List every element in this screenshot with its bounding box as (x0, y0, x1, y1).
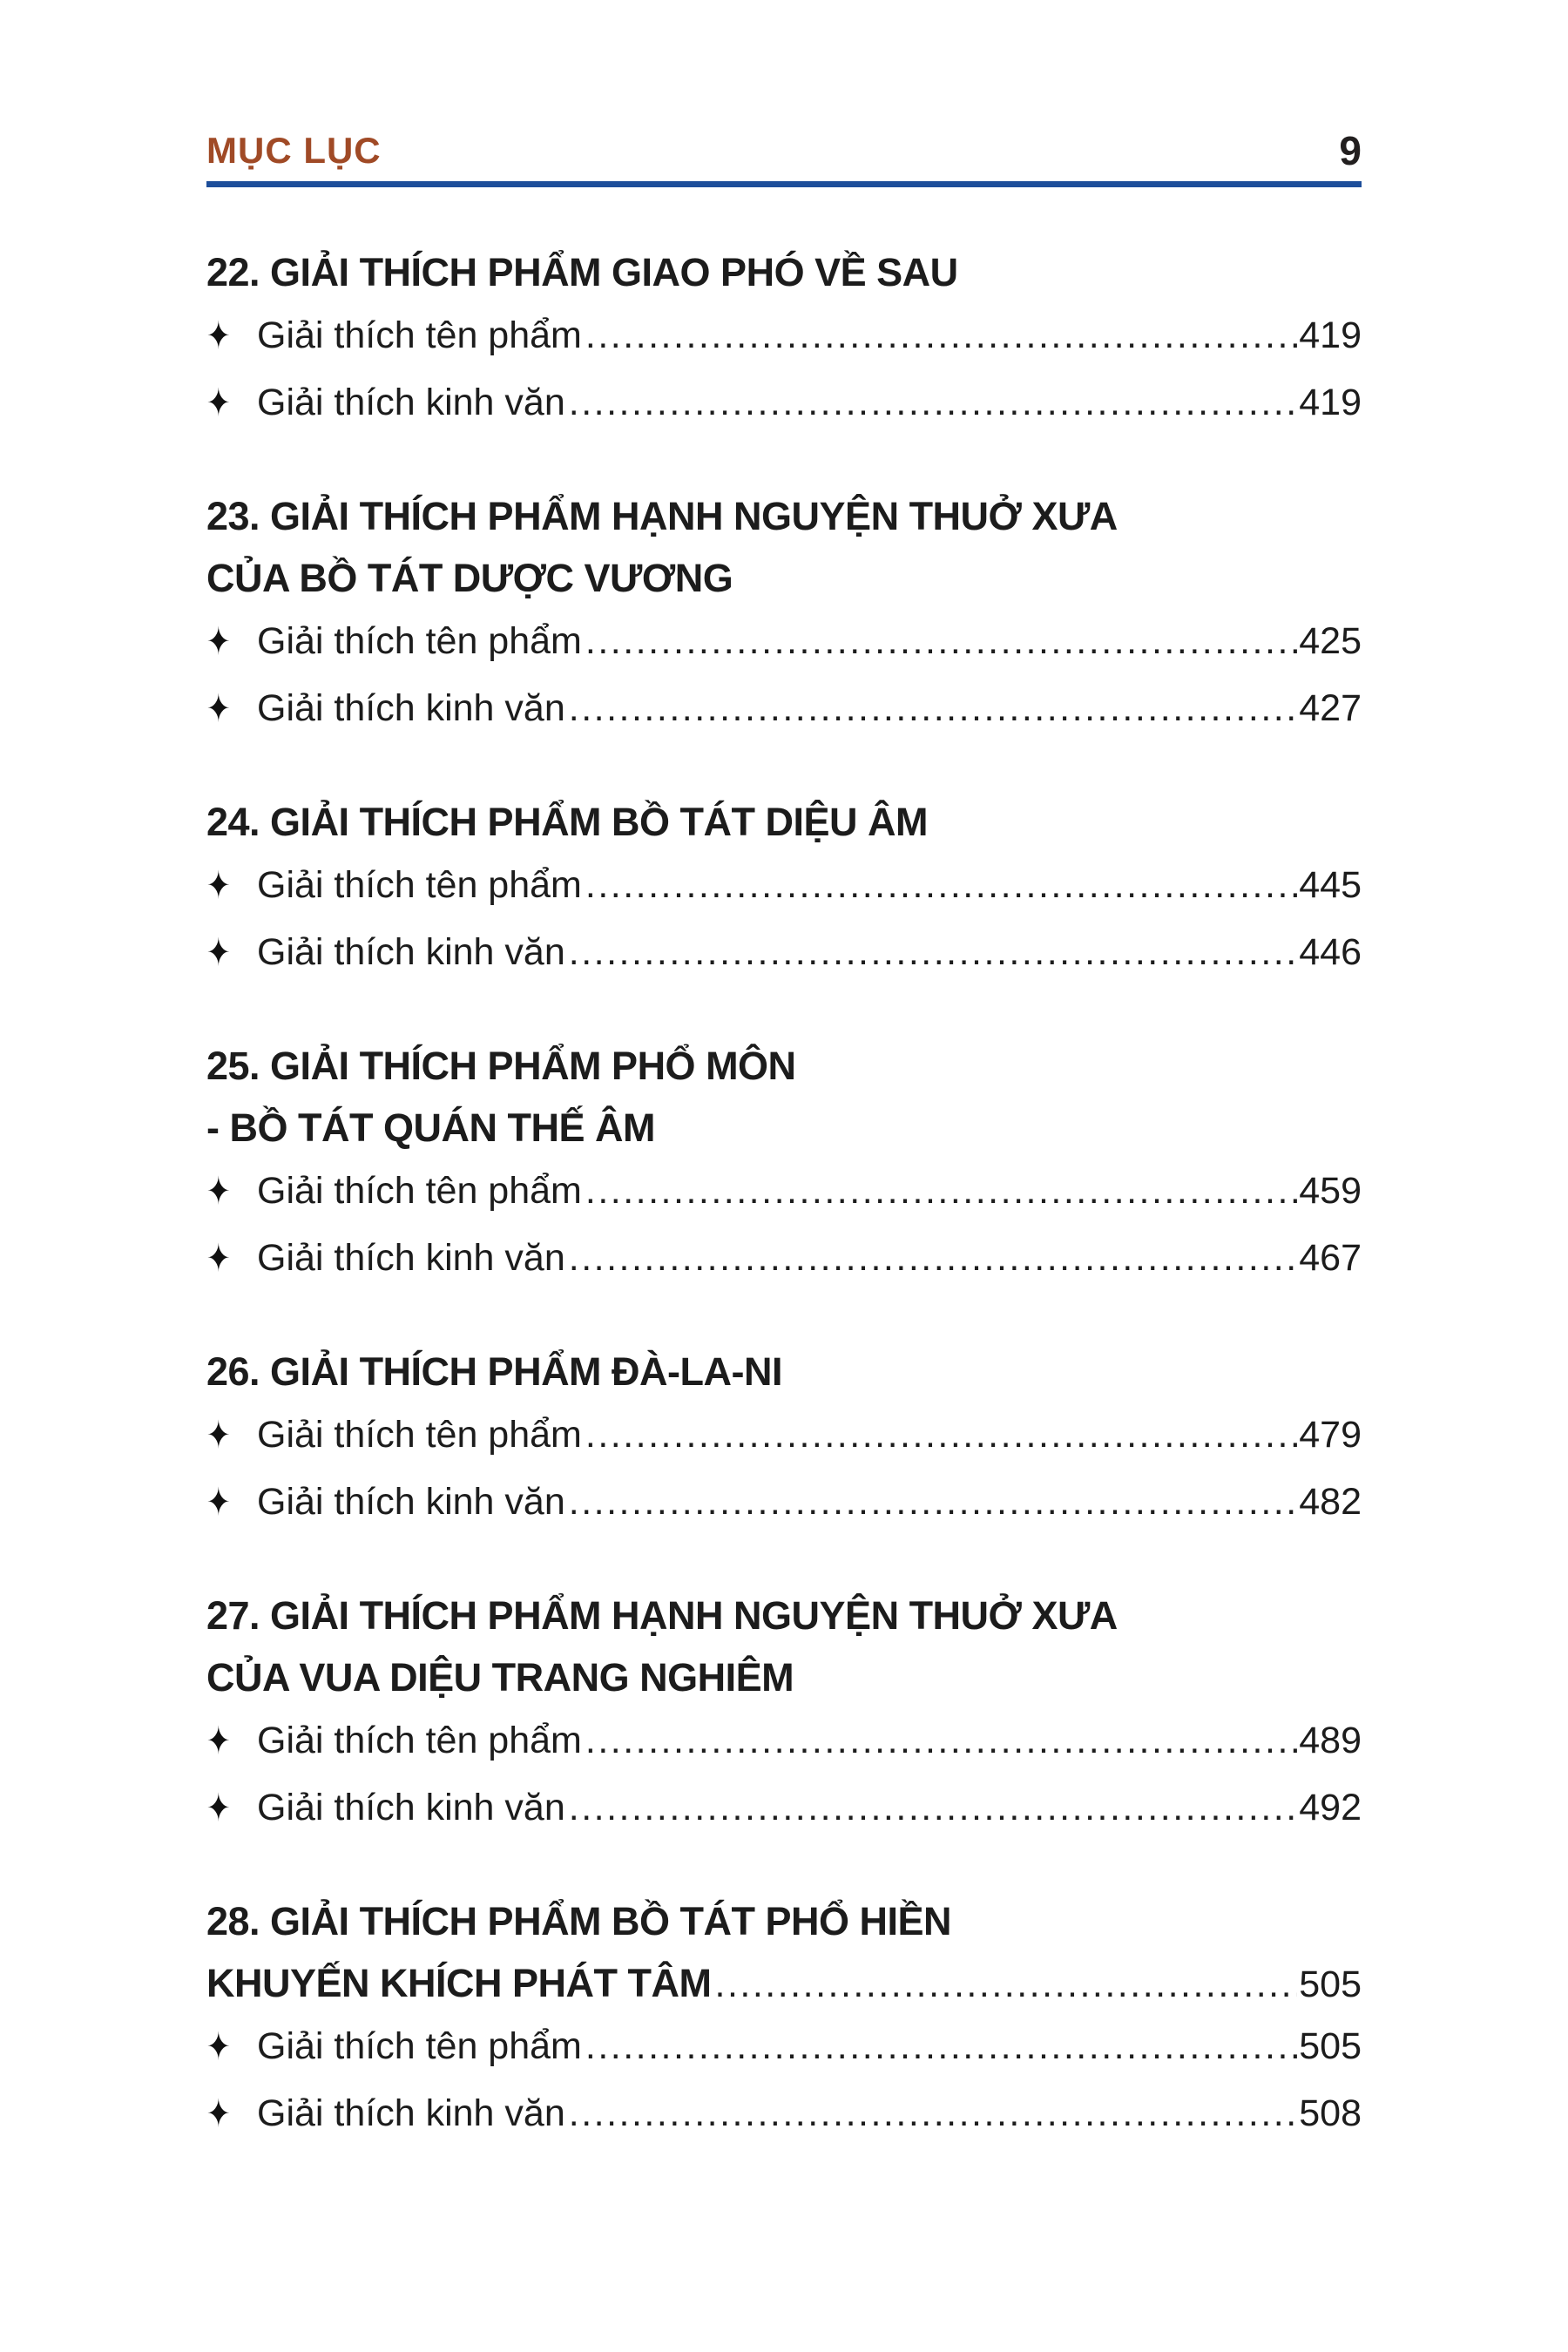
four-pointed-star-glyph: ✦ (206, 2091, 231, 2135)
toc-item-label: Giải thích kinh văn (257, 2092, 565, 2134)
toc-item (206, 609, 1362, 676)
toc-item (206, 1226, 1362, 1293)
four-pointed-star-glyph: ✦ (206, 686, 231, 730)
toc-section (206, 485, 1362, 743)
four-pointed-star-glyph: ✦ (206, 1412, 231, 1456)
toc-item (206, 1159, 1362, 1226)
toc-item-label: Giải thích tên phẩm (257, 620, 582, 662)
toc-section (206, 1341, 1362, 1537)
section-heading-line: 26. GIẢI THÍCH PHẨM ĐÀ-LA-NI (206, 1349, 782, 1394)
toc-item (206, 1708, 1362, 1775)
toc-item-label: Giải thích tên phẩm (257, 864, 582, 906)
toc-item-page-number: 419 (1299, 314, 1362, 356)
toc-item-page-number: 508 (1299, 2092, 1362, 2134)
section-heading-line: 25. GIẢI THÍCH PHẨM PHỔ MÔN (206, 1044, 796, 1088)
dot-leader (715, 1963, 1298, 2006)
four-pointed-star-glyph: ✦ (206, 618, 231, 663)
toc-item-page-number: 492 (1299, 1787, 1362, 1828)
toc-item (206, 2014, 1362, 2081)
toc-item-page-number: 459 (1299, 1170, 1362, 1212)
page-number: 9 (1339, 128, 1362, 173)
toc-section (206, 1890, 1362, 2148)
four-pointed-star-glyph: ✦ (206, 2024, 231, 2068)
four-pointed-star-glyph: ✦ (206, 1235, 231, 1280)
dot-leader (585, 1402, 1297, 1468)
four-pointed-star-icon (206, 2083, 257, 2148)
toc-item-page-number: 425 (1299, 620, 1362, 662)
toc-item (206, 676, 1362, 743)
section-heading-row (206, 1952, 1362, 2014)
section-heading-line: CỦA VUA DIỆU TRANG NGHIÊM (206, 1655, 794, 1700)
four-pointed-star-glyph: ✦ (206, 1168, 231, 1213)
toc-item-page-number: 427 (1299, 687, 1362, 729)
section-heading-line: 24. GIẢI THÍCH PHẨM BỒ TÁT DIỆU ÂM (206, 800, 929, 844)
toc-item-page-number: 419 (1299, 382, 1362, 423)
four-pointed-star-icon (206, 1227, 257, 1293)
four-pointed-star-glyph: ✦ (206, 929, 231, 974)
section-heading-line: - BỒ TÁT QUÁN THẾ ÂM (206, 1105, 655, 1150)
toc-item-page-number: 505 (1299, 2025, 1362, 2067)
four-pointed-star-icon (206, 1777, 257, 1842)
four-pointed-star-glyph: ✦ (206, 1718, 231, 1762)
section-heading-line: 22. GIẢI THÍCH PHẨM GIAO PHÓ VỀ SAU (206, 250, 958, 294)
toc-item-label: Giải thích tên phẩm (257, 1720, 582, 1761)
toc-item-label: Giải thích tên phẩm (257, 1170, 582, 1212)
toc-section (206, 1585, 1362, 1842)
toc-item-label: Giải thích kinh văn (257, 1237, 565, 1279)
dot-leader (569, 2081, 1298, 2146)
dot-leader (585, 1708, 1297, 1774)
section-page-number: 505 (1299, 1963, 1362, 2005)
toc-item-page-number: 445 (1299, 864, 1362, 906)
dot-leader (585, 2014, 1297, 2079)
section-heading-line: 23. GIẢI THÍCH PHẨM HẠNH NGUYỆN THUỞ XƯA (206, 494, 1118, 538)
page-header (206, 128, 1362, 173)
toc-item (206, 2081, 1362, 2148)
toc-item-page-number: 467 (1299, 1237, 1362, 1279)
toc-item-label: Giải thích tên phẩm (257, 1414, 582, 1456)
toc-item-page-number: 489 (1299, 1720, 1362, 1761)
dot-leader (569, 370, 1298, 436)
toc-item (206, 1775, 1362, 1842)
toc-item-page-number: 482 (1299, 1481, 1362, 1523)
four-pointed-star-icon (206, 372, 257, 437)
four-pointed-star-icon (206, 1471, 257, 1537)
toc-item (206, 1402, 1362, 1470)
section-heading-line: CỦA BỒ TÁT DƯỢC VƯƠNG (206, 556, 733, 600)
toc-item-label: Giải thích tên phẩm (257, 314, 582, 356)
toc-item-label: Giải thích kinh văn (257, 1481, 565, 1523)
toc-section (206, 1035, 1362, 1293)
four-pointed-star-glyph: ✦ (206, 313, 231, 357)
toc-item-label: Giải thích tên phẩm (257, 2025, 582, 2067)
toc-item (206, 303, 1362, 370)
dot-leader (569, 920, 1298, 985)
four-pointed-star-icon (206, 922, 257, 987)
section-heading-line: KHUYẾN KHÍCH PHÁT TÂM (206, 1961, 712, 2005)
toc-item-page-number: 446 (1299, 931, 1362, 973)
dot-leader (569, 676, 1298, 741)
four-pointed-star-icon (206, 678, 257, 743)
toc-item (206, 853, 1362, 920)
four-pointed-star-glyph: ✦ (206, 862, 231, 907)
dot-leader (569, 1226, 1298, 1291)
dot-leader (585, 853, 1297, 918)
four-pointed-star-glyph: ✦ (206, 380, 231, 424)
toc (206, 241, 1362, 2148)
four-pointed-star-glyph: ✦ (206, 1479, 231, 1524)
dot-leader (585, 609, 1297, 674)
toc-item-label: Giải thích kinh văn (257, 1787, 565, 1828)
section-heading-line: 28. GIẢI THÍCH PHẨM BỒ TÁT PHỔ HIỀN (206, 1899, 952, 1943)
dot-leader (585, 1159, 1297, 1224)
section-heading-line: 27. GIẢI THÍCH PHẨM HẠNH NGUYỆN THUỞ XƯA (206, 1593, 1118, 1638)
toc-section (206, 241, 1362, 437)
toc-item (206, 370, 1362, 437)
toc-item-label: Giải thích kinh văn (257, 931, 565, 973)
toc-item (206, 1470, 1362, 1537)
four-pointed-star-glyph: ✦ (206, 1785, 231, 1829)
toc-item-page-number: 479 (1299, 1414, 1362, 1456)
page-title: MỤC LỤC (206, 130, 382, 171)
toc-item (206, 920, 1362, 987)
toc-section (206, 791, 1362, 987)
toc-item-label: Giải thích kinh văn (257, 382, 565, 423)
dot-leader (569, 1470, 1298, 1535)
dot-leader (569, 1775, 1298, 1841)
dot-leader (585, 303, 1297, 368)
toc-item-label: Giải thích kinh văn (257, 687, 565, 729)
header-rule (206, 181, 1362, 187)
